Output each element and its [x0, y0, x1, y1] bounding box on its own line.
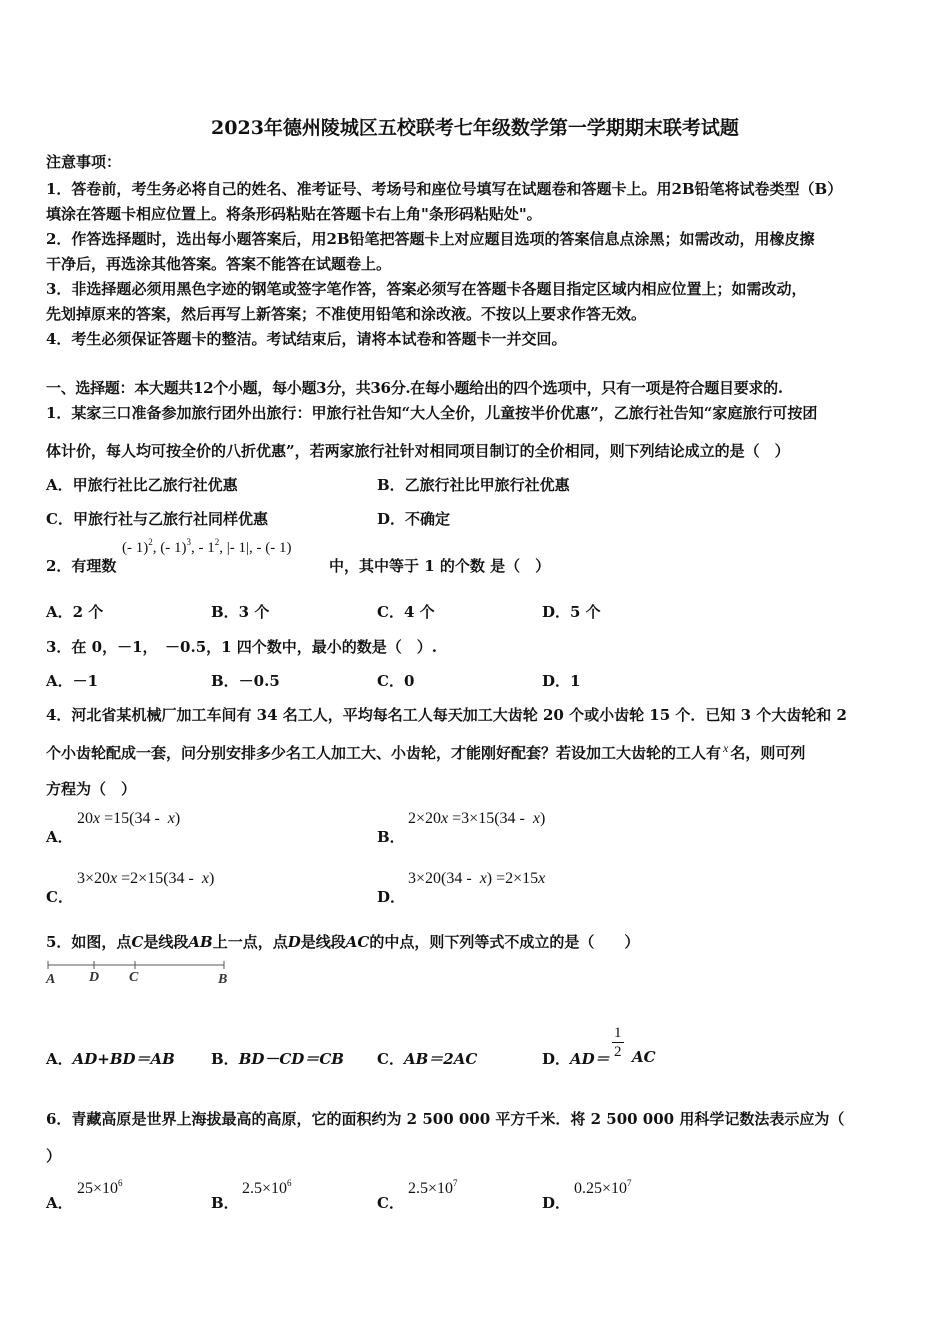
- question-3-stem: 3．在 0，－1， －0.5，1 四个数中，最小的数是（ ）.: [46, 638, 438, 656]
- notice-line: 1．答卷前，考生务必将自己的姓名、准考证号、考场号和座位号填写在试题卷和答题卡上。用2B铅笔将试卷类型（B）: [46, 180, 843, 198]
- question-4-stem: 4．河北省某机械厂加工车间有 34 名工人，平均每名工人每天加工大齿轮 20 个或小齿轮 15 个．已知 3 个大齿轮和 2: [46, 706, 847, 724]
- notice-line: 4．考生必须保证答题卡的整洁。考试结束后，请将本试卷和答题卡一并交回。: [46, 330, 567, 348]
- question-4-stem: 个小齿轮配成一套，问分别安排多少名工人加工大、小齿轮，才能刚好配套？若设加工大齿轮的工人有 $^x$ 名，则可列: [46, 741, 806, 762]
- notice-line: 先划掉原来的答案，然后再写上新答案；不准使用铅笔和涂改液。不按以上要求作答无效。: [46, 305, 647, 323]
- question-5-option-c: C．AB＝2AC: [377, 1050, 478, 1068]
- question-5-option-d-fraction: $\frac{1}{2}$: [614, 1025, 622, 1060]
- question-6-stem: ）: [46, 1147, 62, 1165]
- point-label-c: C: [129, 970, 139, 985]
- question-1-option-b: B．乙旅行社比甲旅行社优惠: [377, 476, 570, 494]
- question-5-option-d-suffix: AC: [632, 1048, 656, 1066]
- question-2-expression: (- 1)$^2$, (- 1)$^3$, - $1^2$, |- 1|, - (- 1): [122, 537, 292, 556]
- question-4-option-c: 3×20x =2×15(34 - x): [77, 870, 215, 887]
- question-6-option-a: $25\times 10^6$: [77, 1178, 123, 1197]
- question-6-option-b-label: B．: [211, 1194, 239, 1212]
- point-label-a: A: [46, 972, 56, 987]
- question-4-option-d-label: D．: [377, 888, 406, 906]
- question-6-option-c: $2.5\times 10^7$: [408, 1178, 458, 1197]
- question-3-option-c: C．0: [377, 672, 415, 690]
- question-1-stem: 1．某家三口准备参加旅行团外出旅行：甲旅行社告知“大人全价，儿童按半价优惠”，乙旅行社告知“家庭旅行可按团: [46, 404, 818, 422]
- line-segment-figure: [44, 958, 244, 992]
- question-4-option-a-label: A．: [46, 828, 73, 846]
- notice-heading: 注意事项：: [46, 153, 122, 171]
- question-1-stem: 体计价，每人均可按全价的八折优惠”，若两家旅行社针对相同项目制订的全价相同，则下列结论成立的是（ ）: [46, 442, 790, 460]
- section-heading: 一、选择题：本大题共12个小题，每小题3分，共36分.在每小题给出的四个选项中，只有一项是符合题目要求的.: [46, 379, 783, 397]
- question-1-option-c: C．甲旅行社与乙旅行社同样优惠: [46, 510, 268, 528]
- question-2-option-d: D．5 个: [542, 603, 601, 621]
- question-2-option-b: B．3 个: [211, 603, 270, 621]
- notice-line: 3．非选择题必须用黑色字迹的钢笔或签字笔作答，答案必须写在答题卡各题目指定区域内相应位置上；如需改动，: [46, 280, 807, 298]
- question-6-option-a-label: A．: [46, 1194, 73, 1212]
- question-3-option-a: A．－1: [46, 672, 99, 690]
- question-3-option-b: B．－0.5: [211, 672, 280, 690]
- point-label-d: D: [89, 970, 100, 985]
- question-2-option-a: A．2 个: [46, 603, 104, 621]
- question-2-option-c: C．4 个: [377, 603, 435, 621]
- notice-line: 填涂在答题卡相应位置上。将条形码粘贴在答题卡右上角"条形码粘贴处"。: [46, 205, 542, 223]
- question-5-option-b: B．BD－CD＝CB: [211, 1050, 344, 1068]
- question-6-stem: 6．青藏高原是世界上海拔最高的高原，它的面积约为 2 500 000 平方千米．将 2 500 000 用科学记数法表示应为（: [46, 1110, 845, 1128]
- question-5-stem: 5．如图，点C是线段AB上一点，点D是线段AC的中点，则下列等式不成立的是（ ）: [46, 933, 640, 951]
- question-4-option-a: 20x =15(34 - x): [77, 810, 181, 827]
- question-6-option-b: $2.5\times 10^6$: [242, 1178, 292, 1197]
- question-6-option-c-label: C．: [377, 1194, 404, 1212]
- point-label-b: B: [218, 972, 228, 987]
- question-2-prefix: 2．有理数: [46, 557, 117, 575]
- question-3-option-d: D．1: [542, 672, 581, 690]
- question-6-option-d: $0.25\times 10^7$: [574, 1178, 632, 1197]
- question-6-option-d-label: D．: [542, 1194, 571, 1212]
- page-title: 2023年德州陵城区五校联考七年级数学第一学期期末联考试题: [211, 117, 739, 139]
- question-4-option-b: 2×20x =3×15(34 - x): [408, 810, 546, 827]
- question-1-option-a: A．甲旅行社比乙旅行社优惠: [46, 476, 238, 494]
- question-2-suffix: 中，其中等于 1 的个数 是（ ）: [329, 557, 551, 575]
- question-5-option-d: D．AD＝: [542, 1050, 610, 1068]
- question-4-option-b-label: B．: [377, 828, 405, 846]
- notice-line: 2．作答选择题时，选出每小题答案后，用2B铅笔把答题卡上对应题目选项的答案信息点涂黑；如需改动，用橡皮擦: [46, 230, 815, 248]
- question-1-option-d: D．不确定: [377, 510, 451, 528]
- question-5-option-a: A．AD+BD＝AB: [46, 1050, 175, 1068]
- question-4-option-c-label: C．: [46, 888, 73, 906]
- question-4-option-d: 3×20(34 - x) =2×15x: [408, 870, 546, 887]
- notice-line: 干净后，再选涂其他答案。答案不能答在试题卷上。: [46, 255, 392, 273]
- question-4-stem: 方程为（ ）: [46, 780, 137, 798]
